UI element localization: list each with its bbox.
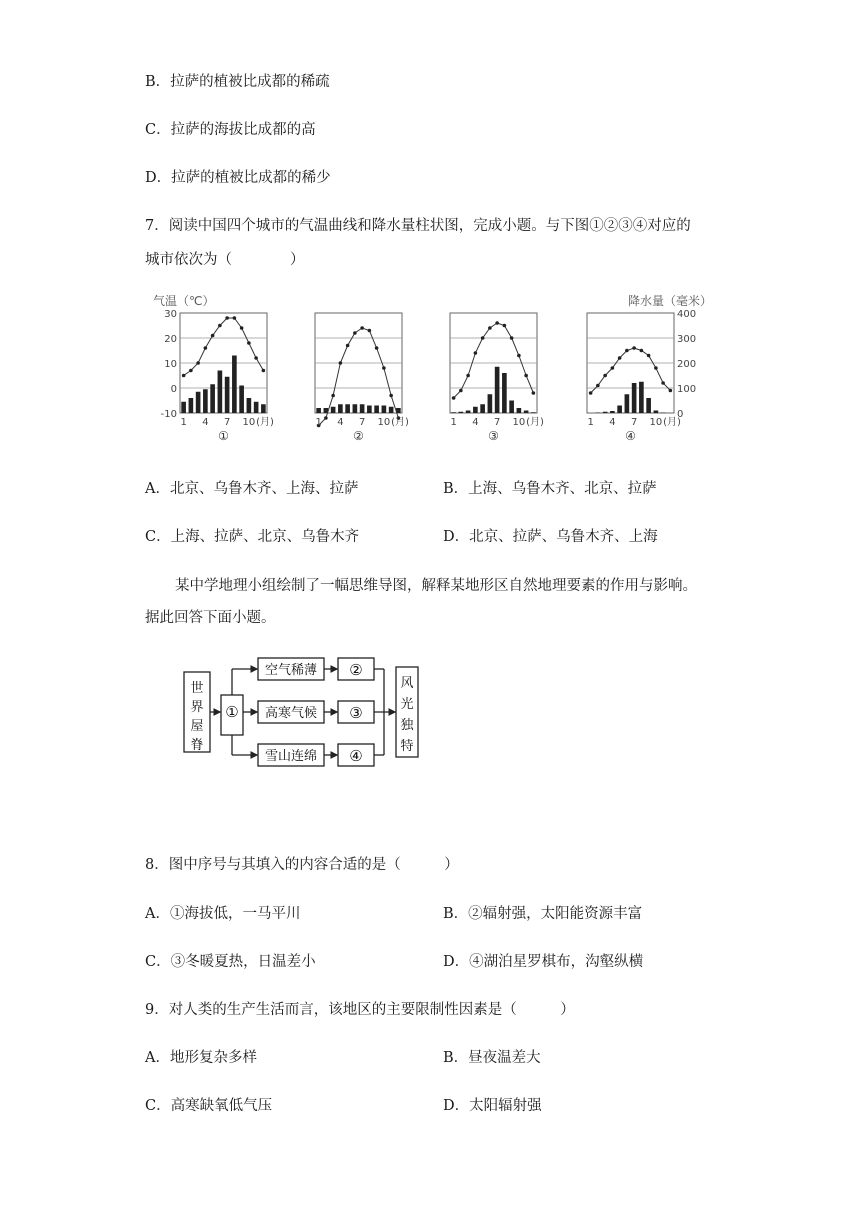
chart2-temp-point	[360, 326, 364, 330]
chart1-precip-bar	[239, 386, 244, 414]
chart3-precip-bar	[459, 412, 464, 413]
chart4-temp-point	[603, 374, 607, 378]
chart3-precip-bar	[466, 411, 471, 414]
chart2-precip-bar	[345, 404, 350, 413]
chart1-temp-point	[225, 316, 229, 320]
chart3-temp-point	[474, 351, 478, 355]
chart4-temp-point	[661, 381, 665, 385]
chart3-xtick: 1	[450, 417, 457, 428]
q7-stem-line1: 7．阅读中国四个城市的气温曲线和降水量柱状图，完成小题。与下图①②③④对应的	[145, 218, 691, 234]
chart1-temp-point	[218, 324, 222, 328]
vtext-right-char: 风	[400, 676, 414, 691]
passage-line1: 某中学地理小组绘制了一幅思维导图，解释某地形区自然地理要素的作用与影响。	[175, 578, 697, 594]
mindmap-circle-2: ②	[349, 661, 363, 679]
chart4-ytick-precip: 200	[677, 359, 697, 370]
chart2-temp-line	[319, 328, 399, 426]
chart3-precip-bar	[473, 407, 478, 413]
chart2-precip-bar	[353, 404, 358, 413]
vtext-left-char: 界	[190, 700, 204, 715]
q7-stem-line2: 城市依次为（ ）	[145, 252, 305, 268]
chart2-precip-bar	[382, 406, 387, 414]
mindmap-item-1: 空气稀薄	[264, 663, 318, 678]
chart1-ytick-temp: -10	[160, 409, 177, 420]
chart1-xtick: 10	[242, 417, 256, 428]
chart3-precip-bar	[451, 412, 456, 413]
chart1-temp-point	[262, 369, 266, 373]
q8-option-a: A．①海拔低，一马平川	[145, 906, 301, 922]
chart3-temp-point	[510, 336, 514, 340]
chart1-temp-line	[184, 318, 264, 376]
chart2-precip-bar	[374, 406, 379, 414]
q9-option-a: A．地形复杂多样	[145, 1050, 257, 1066]
chart3-temp-point	[503, 324, 507, 328]
chart3-temp-point	[524, 374, 528, 378]
chart1-precip-bar	[196, 392, 201, 413]
vtext-right-char: 特	[400, 739, 414, 754]
chart3-temp-point	[481, 336, 485, 340]
chart3-temp-point	[466, 374, 470, 378]
chart2-precip-bar	[367, 406, 372, 414]
precip-axis-title: 降水量（毫米）	[628, 294, 710, 308]
mindmap-item-2: 高寒气候	[264, 706, 318, 721]
mindmap-left-label	[190, 680, 203, 753]
chart3-precip-bar	[509, 401, 514, 414]
chart1-precip-bar	[181, 402, 186, 413]
chart4-temp-point	[596, 384, 600, 388]
chart2-precip-bar	[338, 404, 343, 413]
chart1-temp-point	[240, 326, 244, 330]
chart4-precip-bar	[646, 398, 651, 413]
chart2-temp-point	[375, 346, 379, 350]
chart3-precip-bar	[495, 367, 500, 413]
chart1-precip-bar	[189, 398, 194, 413]
q8-option-d: D．④湖泊星罗棋布，沟壑纵横	[443, 954, 644, 970]
chart3-temp-point	[459, 389, 463, 393]
q7-option-c: C．上海、拉萨、北京、乌鲁木齐	[145, 529, 360, 545]
q8-option-c: C．③冬暖夏热，日温差小	[145, 954, 316, 970]
chart1-precip-bar	[261, 404, 266, 413]
vtext-right-char: 光	[400, 697, 414, 712]
vtext-right-char: 独	[400, 718, 414, 733]
chart1-precip-bar	[210, 384, 215, 413]
chart4-temp-point	[669, 389, 673, 393]
passage-line2: 据此回答下面小题。	[145, 610, 276, 626]
q9-option-c: C．高寒缺氧低气压	[145, 1098, 273, 1114]
q9-stem: 9．对人类的生产生活而言，该地区的主要限制性因素是（ ）	[145, 1002, 575, 1018]
chart4-temp-point	[632, 346, 636, 350]
chart4-temp-point	[618, 356, 622, 360]
chart3-precip-bar	[517, 408, 522, 413]
q9-option-b: B．昼夜温差大	[443, 1050, 541, 1066]
chart3-temp-point	[532, 391, 536, 395]
chart4-precip-bar	[654, 411, 659, 414]
mindmap-circle-4: ④	[349, 747, 363, 765]
chart4-precip-bar	[610, 411, 615, 413]
chart4-precip-bar	[603, 412, 608, 413]
chart2-temp-point	[346, 344, 350, 348]
chart3-xtick: 10	[512, 417, 526, 428]
q7-option-b: B．上海、乌鲁木齐、北京、拉萨	[443, 481, 657, 497]
chart3-xtick: 4	[472, 417, 479, 428]
q8-option-b: B．②辐射强，太阳能资源丰富	[443, 906, 643, 922]
chart3-temp-point	[495, 321, 499, 325]
chart1-xtick: 1	[180, 417, 187, 428]
chart4-temp-point	[625, 349, 629, 353]
climate-charts-svg	[150, 288, 710, 448]
chart1-ytick-temp: 0	[170, 384, 177, 395]
chart1-precip-bar	[254, 402, 259, 413]
chart1-temp-point	[204, 346, 208, 350]
chart1-caption: ①	[218, 429, 229, 443]
chart3-xtick: 7	[493, 417, 501, 428]
chart2-precip-bar	[331, 407, 336, 413]
chart2-xtick: 10	[377, 417, 391, 428]
chart2-xtick: 4	[337, 417, 344, 428]
q8-stem: 8．图中序号与其填入的内容合适的是（ ）	[145, 857, 459, 873]
chart2-precip-bar	[389, 407, 394, 413]
chart1-temp-point	[196, 361, 200, 365]
mindmap-circle-3: ③	[349, 704, 363, 722]
chart4-xtick: 7	[630, 417, 638, 428]
chart1-temp-point	[182, 374, 186, 378]
chart1-ytick-temp: 30	[164, 309, 177, 320]
chart4-temp-line	[591, 348, 671, 393]
vtext-left-char: 世	[190, 681, 204, 696]
chart2-xtick: 1	[315, 417, 322, 428]
chart3-month-unit: (月)	[526, 417, 544, 428]
chart4-precip-bar	[639, 382, 644, 413]
chart2-temp-point	[389, 394, 393, 398]
chart1-xtick: 7	[223, 417, 231, 428]
chart4-xtick: 4	[609, 417, 616, 428]
temp-axis-title: 气温（℃）	[153, 294, 215, 308]
chart1-precip-bar	[203, 389, 208, 413]
chart4-temp-point	[589, 391, 593, 395]
chart4-precip-bar	[617, 406, 622, 414]
chart4-precip-bar	[661, 413, 666, 414]
chart1-precip-bar	[247, 398, 252, 413]
chart3-temp-point	[452, 396, 456, 400]
vtext-left-char: 屋	[190, 719, 204, 734]
chart4-xtick: 1	[587, 417, 594, 428]
chart1-ytick-temp: 20	[164, 334, 177, 345]
chart2-temp-point	[339, 361, 343, 365]
chart3-temp-point	[488, 326, 492, 330]
chart1-month-unit: (月)	[256, 417, 274, 428]
chart4-precip-bar	[625, 394, 630, 413]
q6-option-b: B．拉萨的植被比成都的稀疏	[145, 74, 330, 90]
chart3-precip-bar	[531, 412, 536, 413]
chart3-precip-bar	[480, 404, 485, 413]
chart4-month-unit: (月)	[663, 417, 681, 428]
q7-option-a: A．北京、乌鲁木齐、上海、拉萨	[145, 481, 359, 497]
chart1-temp-point	[211, 334, 215, 338]
chart2-precip-bar	[316, 408, 321, 413]
chart1-temp-point	[189, 369, 193, 373]
chart1-precip-bar	[232, 356, 237, 414]
chart1-temp-point	[247, 341, 251, 345]
chart4-caption: ④	[625, 429, 636, 443]
chart4-ytick-precip: 300	[677, 334, 697, 345]
chart3-temp-line	[454, 323, 534, 398]
chart4-temp-point	[611, 366, 615, 370]
chart4-temp-point	[647, 354, 651, 358]
chart1-temp-point	[254, 356, 258, 360]
chart1-xtick: 4	[202, 417, 209, 428]
mindmap-item-3: 雪山连绵	[264, 749, 318, 764]
mind-map	[178, 655, 423, 770]
mindmap-right-label	[400, 676, 414, 754]
vtext-left-char: 脊	[190, 738, 204, 753]
chart3-precip-bar	[502, 373, 507, 413]
chart2-precip-bar	[360, 404, 365, 413]
chart3-temp-point	[517, 354, 521, 358]
chart2-caption: ②	[353, 429, 364, 443]
chart4-temp-point	[654, 366, 658, 370]
q6-option-d: D．拉萨的植被比成都的稀少	[145, 170, 331, 186]
chart2-temp-point	[324, 416, 328, 420]
chart1-precip-bar	[218, 371, 223, 414]
chart2-xtick: 7	[358, 417, 366, 428]
chart1-precip-bar	[225, 377, 230, 413]
q6-option-c: C．拉萨的海拔比成都的高	[145, 122, 316, 138]
mind-map-svg	[178, 655, 423, 770]
chart2-temp-point	[382, 366, 386, 370]
q7-option-d: D．北京、拉萨、乌鲁木齐、上海	[443, 529, 658, 545]
chart2-month-unit: (月)	[391, 417, 409, 428]
chart4-ytick-precip: 100	[677, 384, 697, 395]
chart4-ytick-precip: 400	[677, 309, 697, 320]
chart2-temp-point	[331, 394, 335, 398]
chart3-caption: ③	[488, 429, 499, 443]
chart1-ytick-temp: 10	[164, 359, 177, 370]
chart4-precip-bar	[632, 383, 637, 413]
chart4-temp-point	[640, 349, 644, 353]
chart2-temp-point	[368, 329, 372, 333]
chart4-xtick: 10	[649, 417, 663, 428]
chart3-precip-bar	[524, 411, 529, 414]
chart4-precip-bar	[596, 413, 601, 414]
chart3-precip-bar	[488, 394, 493, 413]
q9-option-d: D．太阳辐射强	[443, 1098, 542, 1114]
mindmap-circle-1: ①	[225, 703, 239, 721]
climate-charts	[150, 288, 710, 448]
chart4-ytick-precip: 0	[677, 409, 684, 420]
chart2-temp-point	[353, 331, 357, 335]
chart1-temp-point	[233, 316, 237, 320]
